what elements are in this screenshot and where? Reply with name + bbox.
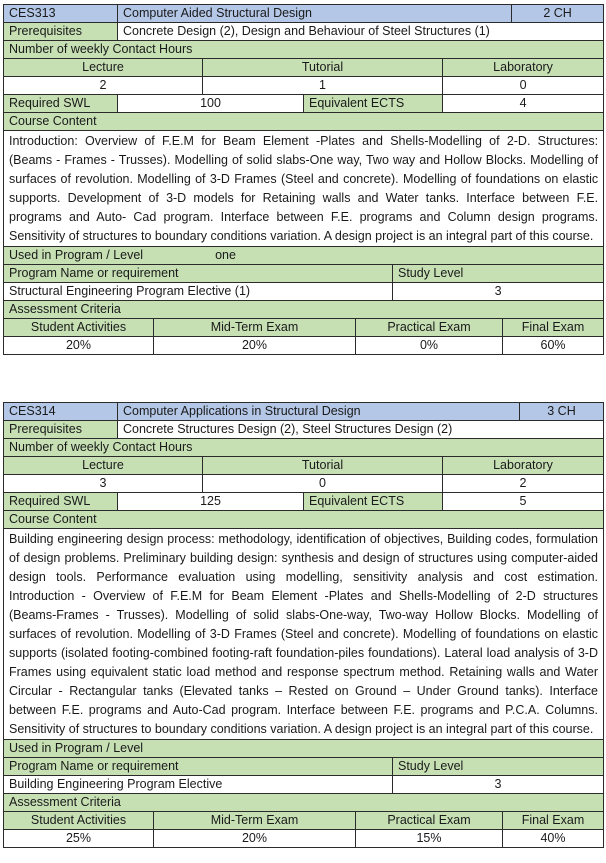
final-exam-value: 60% bbox=[503, 337, 604, 355]
student-activities-value: 20% bbox=[4, 337, 154, 355]
laboratory-header: Laboratory bbox=[443, 59, 604, 77]
prerequisites-value: Concrete Design (2), Design and Behaviour of Steel Structures (1) bbox=[118, 23, 604, 41]
program-name-label: Program Name or requirement bbox=[4, 758, 393, 776]
used-in-program-row bbox=[4, 740, 604, 758]
tutorial-hours: 1 bbox=[203, 77, 443, 95]
final-exam-header: Final Exam bbox=[503, 812, 604, 830]
study-level-label: Study Level bbox=[393, 265, 604, 283]
prerequisites-label: Prerequisites bbox=[4, 23, 118, 41]
prerequisites-label: Prerequisites bbox=[4, 421, 118, 439]
midterm-exam-value: 20% bbox=[154, 337, 356, 355]
midterm-exam-value: 20% bbox=[154, 830, 356, 848]
contact-hours-label: Number of weekly Contact Hours bbox=[4, 439, 604, 457]
used-in-label: Used in Program / Level bbox=[9, 248, 144, 262]
swl-label: Required SWL bbox=[4, 95, 118, 113]
used-in-value: one bbox=[215, 248, 236, 262]
practical-exam-value: 0% bbox=[356, 337, 503, 355]
course-title: Computer Aided Structural Design bbox=[118, 5, 512, 23]
laboratory-header: Laboratory bbox=[443, 457, 604, 475]
course-code: CES313 bbox=[4, 5, 118, 23]
assessment-label: Assessment Criteria bbox=[4, 794, 604, 812]
student-activities-header: Student Activities bbox=[4, 812, 154, 830]
prerequisites-value: Concrete Structures Design (2), Steel Structures Design (2) bbox=[118, 421, 604, 439]
final-exam-header: Final Exam bbox=[503, 319, 604, 337]
course-table-ces314 bbox=[3, 402, 604, 848]
ects-label: Equivalent ECTS bbox=[304, 493, 443, 511]
course-title: Computer Applications in Structural Design bbox=[118, 403, 520, 421]
student-activities-value: 25% bbox=[4, 830, 154, 848]
course-table-ces313 bbox=[3, 4, 604, 355]
assessment-label: Assessment Criteria bbox=[4, 301, 604, 319]
program-name-label: Program Name or requirement bbox=[4, 265, 393, 283]
ects-value: 5 bbox=[443, 493, 604, 511]
program-name-value: Building Engineering Program Elective bbox=[4, 776, 393, 794]
lecture-header: Lecture bbox=[4, 457, 203, 475]
student-activities-header: Student Activities bbox=[4, 319, 154, 337]
practical-exam-header: Practical Exam bbox=[356, 812, 503, 830]
course-content-text: Building engineering design process: methodology, identification of objectives, Building codes, formulation of design problems. Preliminary building design: synthesis and design of structures using computer-aided design tools. Performance evaluation using modelling, sensitivity analysis and cost estimation. Introduction - Overview of F.E.M for Beam Element -Plates and Shells-Modelling of 2-D structures (Beams-Frames - Trusses). Modelling of solid slabs-One-way, Two-way Hollow Blocks. Modelling of surfaces of revolution. Modelling of 3-D Frames (Steel and concrete). Modelling of foundations on elastic supports (isolated footing-combined footing-raft foundation-piles foundations). Lateral load analysis of 3-D Frames using equivalent static load method and response spectrum method. Retaining walls and Water Circular - Rectangular tanks (Elevated tanks – Rested on Ground – Under Ground tanks). Interface between F.E. programs and Auto-Cad program. Interface between F.E. programs and P.C.A. Columns. Sensitivity of structures to boundary conditions variation. A design project is an integral part of this course. bbox=[4, 529, 604, 740]
swl-value: 125 bbox=[118, 493, 304, 511]
final-exam-value: 40% bbox=[503, 830, 604, 848]
contact-hours-label: Number of weekly Contact Hours bbox=[4, 41, 604, 59]
program-name-value: Structural Engineering Program Elective (1) bbox=[4, 283, 393, 301]
lecture-hours: 2 bbox=[4, 77, 203, 95]
practical-exam-header: Practical Exam bbox=[356, 319, 503, 337]
course-code: CES314 bbox=[4, 403, 118, 421]
ects-value: 4 bbox=[443, 95, 604, 113]
midterm-exam-header: Mid-Term Exam bbox=[154, 319, 356, 337]
swl-value: 100 bbox=[118, 95, 304, 113]
used-in-label: Used in Program / Level bbox=[9, 741, 144, 755]
laboratory-hours: 0 bbox=[443, 77, 604, 95]
lecture-header: Lecture bbox=[4, 59, 203, 77]
credit-hours: 2 CH bbox=[512, 5, 604, 23]
course-content-label: Course Content bbox=[4, 511, 604, 529]
swl-label: Required SWL bbox=[4, 493, 118, 511]
study-level-value: 3 bbox=[393, 776, 604, 794]
study-level-value: 3 bbox=[393, 283, 604, 301]
course-content-label: Course Content bbox=[4, 113, 604, 131]
tutorial-header: Tutorial bbox=[203, 59, 443, 77]
midterm-exam-header: Mid-Term Exam bbox=[154, 812, 356, 830]
ects-label: Equivalent ECTS bbox=[304, 95, 443, 113]
course-content-text: Introduction: Overview of F.E.M for Beam Element -Plates and Shells-Modelling of 2-D. Structures: (Beams - Frames - Trusses). Modelling of solid slabs-One way, Two way and Hollow Blocks. Modelling of surfaces of revolution. Modelling of 3-D Frames (Steel and concrete). Modelling of foundations on elastic supports. Development of 3-D models for Retaining walls and Water tanks. Interface between F.E. programs and Auto- Cad program. Interface between F.E. programs and Column design programs. Sensitivity of structures to boundary conditions variation. A design project is an integral part of this course. bbox=[4, 131, 604, 247]
study-level-label: Study Level bbox=[393, 758, 604, 776]
credit-hours: 3 CH bbox=[520, 403, 604, 421]
practical-exam-value: 15% bbox=[356, 830, 503, 848]
laboratory-hours: 2 bbox=[443, 475, 604, 493]
tutorial-hours: 0 bbox=[203, 475, 443, 493]
used-in-program-row bbox=[4, 247, 604, 265]
lecture-hours: 3 bbox=[4, 475, 203, 493]
tutorial-header: Tutorial bbox=[203, 457, 443, 475]
